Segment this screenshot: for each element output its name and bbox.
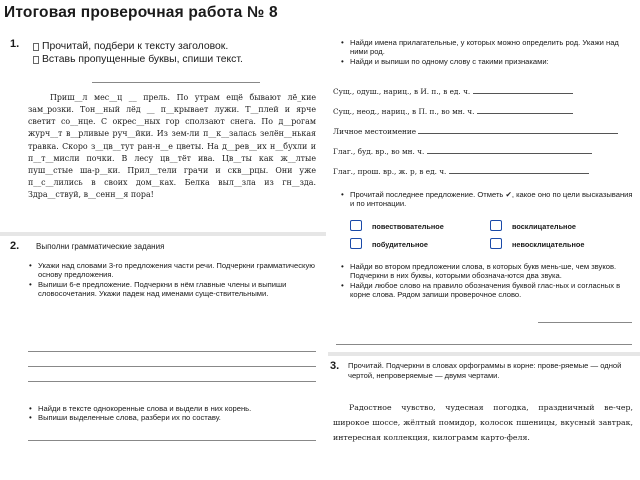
task2-lead: Выполни грамматические задания bbox=[36, 242, 165, 251]
answer-line bbox=[28, 366, 316, 367]
form-label: Личное местоимение bbox=[333, 127, 417, 136]
answer-line bbox=[28, 381, 316, 382]
answer-line bbox=[538, 322, 632, 323]
task2-number: 2. bbox=[10, 240, 20, 252]
form-answer-line[interactable] bbox=[418, 126, 618, 134]
answer-line bbox=[28, 440, 316, 441]
dictation-text bbox=[28, 92, 316, 201]
form-label: Сущ., одуш., нариц., в И. п., в ед. ч. bbox=[333, 87, 471, 96]
section-divider bbox=[328, 352, 640, 356]
form-label: Глаг., прош. вр., ж. р, в ед. ч. bbox=[333, 167, 447, 176]
form-label: Сущ., неод., нариц., в П. п., во мн. ч. bbox=[333, 107, 475, 116]
form-answer-line[interactable] bbox=[473, 86, 573, 94]
right-items-1 bbox=[340, 38, 636, 66]
option-exclamatory: восклицательное bbox=[512, 222, 576, 231]
section-divider bbox=[0, 232, 326, 236]
checkbox-non-exclamatory[interactable] bbox=[490, 238, 502, 249]
option-narrative: повествовательное bbox=[372, 222, 444, 231]
form-row bbox=[333, 86, 633, 96]
task3-number: 3. bbox=[330, 360, 340, 372]
answer-line bbox=[336, 344, 632, 345]
dictation-paragraph: Приш__л мес__ц __ прель. По утрам ещё бывают лё_кие зам_розки. Тон__ный лёд __ п__крывает лужи. Т__плей и ярче светит со__нце. С окрес__ных гор сползают снега. По д__рогам журч__т в__рливые руч__йки. Из зем-ли п__к__залась зелён__нькая травка. Скоро з__цв__тут ран-н__е цветы. На д__рев__их н__бухли и п__т__мисли почки. В лесу цв__тёт ива. Цв__ты как ж__лтые пуш__стые ша-р__ки. Прил__тели грачи и скв__рцы. Они уже п__с__лились в своих дом__ках. Белка выл__зла из гн__зда. Здра__ствуй, в__сенн__я пора! bbox=[28, 93, 316, 200]
title-answer-line bbox=[92, 82, 260, 83]
answer-line bbox=[28, 351, 316, 352]
checkbox-imperative[interactable] bbox=[350, 238, 362, 249]
form-row bbox=[333, 146, 633, 156]
task2-item-3: • Найди в тексте однокоренные слова и выдели в них корень. bbox=[28, 404, 318, 413]
checkbox-narrative[interactable] bbox=[350, 220, 362, 231]
task3-paragraph: Радостное чувство, чудесная погодка, праздничный ве-чер, широкое шоссе, жёлтый помидор, колосок пшеницы, вкусный завтрак, интересная коллекция, килограмм карто-феля. bbox=[333, 403, 633, 442]
task2-item-1: • Укажи над словами 3-го предложения части речи. Подчеркни грамматическую основу предложения. bbox=[28, 261, 318, 280]
right-item-sentence bbox=[340, 190, 636, 209]
task1-number: 1. bbox=[10, 38, 20, 50]
right-items-2 bbox=[340, 262, 636, 300]
task2-items-lower bbox=[28, 404, 318, 423]
form-row bbox=[333, 106, 633, 116]
task2-item-4: • Выпиши выделенные слова, разбери их по составу. bbox=[28, 413, 318, 422]
form-row bbox=[333, 166, 633, 176]
form-answer-line[interactable] bbox=[427, 146, 592, 154]
right-item-letters-sounds: • Найди во втором предложении слова, в которых букв мень-ше, чем звуков. Подчеркни в них буквы, которыми обознача-ются два звука. bbox=[340, 262, 636, 281]
option-non-exclamatory: невосклицательное bbox=[512, 240, 585, 249]
page-title: Итоговая проверочная работа № 8 bbox=[4, 4, 278, 21]
form-answer-line[interactable] bbox=[477, 106, 573, 114]
task1-instruction-2: Вставь пропущенные буквы, спиши текст. bbox=[32, 53, 243, 66]
task2-item-2: • Выпиши 6-е предложение. Подчеркни в нём главные члены и выпиши словосочетания. Укажи падеж над именами суще-ствительными. bbox=[28, 280, 318, 299]
task1-instruction-1: Прочитай, подбери к тексту заголовок. bbox=[32, 40, 243, 53]
form-row bbox=[333, 126, 633, 136]
right-item-last-sentence: • Прочитай последнее предложение. Отметь ✔, какое оно по цели высказывания и по интонации. bbox=[340, 190, 636, 209]
task1-instructions bbox=[32, 40, 243, 66]
form-label: Глаг., буд. вр., во мн. ч. bbox=[333, 147, 425, 156]
form-answer-line[interactable] bbox=[449, 166, 589, 174]
task3-text bbox=[333, 400, 633, 445]
right-item-adjectives: • Найди имена прилагательные, у которых можно определить род. Укажи над ними род. bbox=[340, 38, 636, 57]
task2-items bbox=[28, 261, 318, 299]
task3-instruction: Прочитай. Подчеркни в словах орфограммы в корне: прове-ряемые — одной чертой, непроверяемые — двумя чертами. bbox=[348, 361, 622, 380]
right-item-check-word: • Найди любое слово на правило обозначения буквой глас-ных и согласных в корне слова. Рядом запиши проверочное слово. bbox=[340, 281, 636, 300]
option-imperative: побудительное bbox=[372, 240, 428, 249]
checkbox-exclamatory[interactable] bbox=[490, 220, 502, 231]
right-item-find-words: • Найди и выпиши по одному слову с такими признаками: bbox=[340, 57, 636, 66]
